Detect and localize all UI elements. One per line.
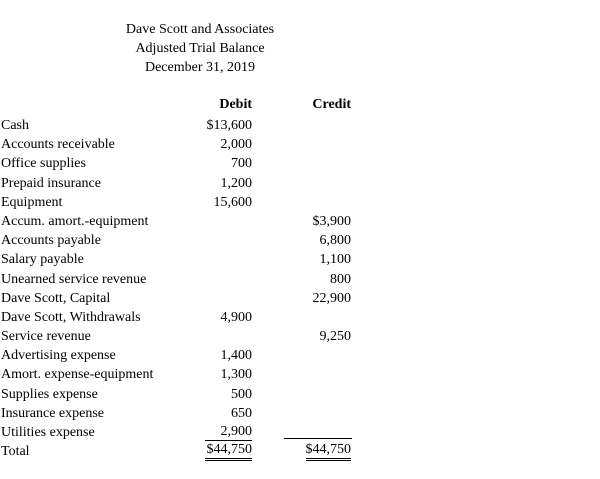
debit-amount: 700 — [231, 156, 252, 172]
debit-amount: 500 — [231, 386, 252, 402]
credit-amount: 9,250 — [319, 329, 351, 345]
account-name: Unearned service revenue — [1, 271, 147, 287]
table-row — [0, 289, 600, 308]
table-row — [0, 250, 600, 269]
table-row — [0, 231, 600, 250]
account-name: Amort. expense-equipment — [1, 367, 154, 383]
table-row — [0, 385, 600, 404]
total-label: Total — [1, 444, 30, 460]
statement-title: Adjusted Trial Balance — [135, 41, 265, 56]
account-name: Insurance expense — [1, 405, 105, 421]
account-name: Service revenue — [1, 329, 91, 345]
account-name: Salary payable — [1, 252, 84, 268]
account-name: Dave Scott, Capital — [1, 290, 111, 306]
table-row — [0, 270, 600, 289]
table-row — [0, 212, 600, 231]
debit-amount: 1,400 — [220, 348, 252, 364]
table-row — [0, 154, 600, 173]
account-name: Equipment — [1, 194, 63, 210]
account-name: Supplies expense — [1, 386, 98, 402]
table-row — [0, 174, 600, 193]
account-name: Advertising expense — [1, 348, 116, 364]
trial-balance-table — [0, 116, 600, 461]
table-row — [0, 346, 600, 365]
credit-column-header: Credit — [312, 97, 351, 112]
debit-column-header: Debit — [219, 97, 252, 112]
credit-amount: 1,100 — [319, 252, 351, 268]
table-row — [0, 404, 600, 423]
debit-amount: 2,900 — [205, 423, 253, 441]
credit-amount: $3,900 — [312, 213, 351, 229]
account-name: Cash — [1, 118, 29, 133]
statement-date: December 31, 2019 — [144, 60, 256, 75]
debit-amount: 15,600 — [213, 194, 252, 210]
debit-amount: 1,300 — [220, 367, 252, 383]
debit-amount: 2,000 — [220, 137, 252, 153]
account-name: Office supplies — [1, 156, 86, 172]
table-row — [0, 193, 600, 212]
table-row — [0, 423, 600, 442]
debit-amount: 1,200 — [220, 175, 252, 191]
credit-amount: 6,800 — [319, 233, 351, 249]
debit-amount: $13,600 — [206, 118, 252, 133]
company-name: Dave Scott and Associates — [125, 22, 275, 37]
debit-amount: 650 — [231, 405, 252, 421]
table-row — [0, 365, 600, 384]
account-name: Utilities expense — [1, 425, 95, 440]
account-name: Accounts receivable — [1, 137, 115, 153]
debit-amount: 4,900 — [220, 309, 252, 325]
account-name: Accounts payable — [1, 233, 101, 249]
account-name: Prepaid insurance — [1, 175, 101, 191]
table-row — [0, 116, 600, 135]
account-name: Dave Scott, Withdrawals — [1, 309, 141, 325]
total-debit: $44,750 — [205, 442, 253, 461]
table-row — [0, 135, 600, 154]
account-name: Accum. amort.-equipment — [1, 213, 149, 229]
credit-amount: 22,900 — [312, 290, 351, 306]
total-credit: $44,750 — [306, 442, 352, 461]
credit-subtotal-rule — [284, 438, 352, 439]
table-row — [0, 327, 600, 346]
table-row — [0, 308, 600, 327]
total-row — [0, 442, 600, 461]
credit-amount: 800 — [330, 271, 351, 287]
